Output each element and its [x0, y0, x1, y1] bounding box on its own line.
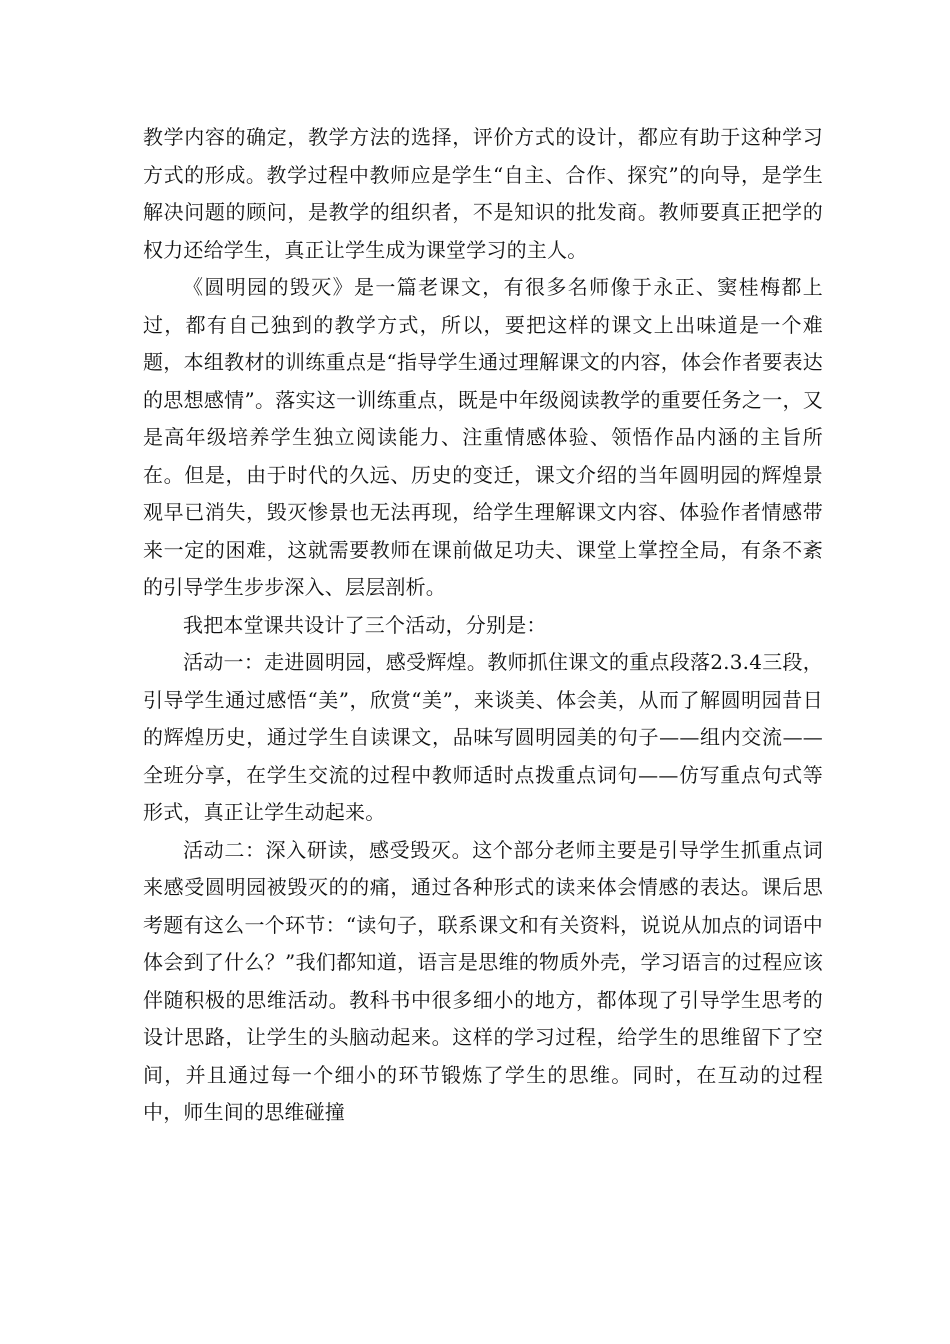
paragraph-5: 活动二：深入研读，感受毁灭。这个部分老师主要是引导学生抓重点词来感受圆明园被毁灭的的痛，通过各种形式的读来体会情感的表达。课后思考题有这么一个环节：“读句子，联系课文和有关资料，说说从加点的词语中体会到了什么？”我们都知道，语言是思维的物质外壳，学习语言的过程应该伴随积极的思维活动。教科书中很多细小的地方，都体现了引导学生思考的设计思路，让学生的头脑动起来。这样的学习过程，给学生的思维留下了空间，并且通过每一个细小的环节锻炼了学生的思维。同时，在互动的过程中，师生间的思维碰撞 [143, 837, 823, 1124]
paragraph-1: 教学内容的确定，教学方法的选择，评价方式的设计，都应有助于这种学习方式的形成。教学过程中教师应是学生“自主、合作、探究”的向导，是学生解决问题的顾问，是教学的组织者，不是知识的批发商。教师要真正把学的权力还给学生，真正让学生成为课堂学习的主人。 [143, 125, 823, 262]
paragraph-2: 《圆明园的毁灭》是一篇老课文，有很多名师像于永正、窦桂梅都上过，都有自己独到的教学方式，所以，要把这样的课文上出味道是一个难题，本组教材的训练重点是“指导学生通过理解课文的内容，体会作者要表达的思想感情”。落实这一训练重点，既是中年级阅读教学的重要任务之一，又是高年级培养学生独立阅读能力、注重情感体验、领悟作品内涵的主旨所在。但是，由于时代的久远、历史的变迁，课文介绍的当年圆明园的辉煌景观早已消失，毁灭惨景也无法再现，给学生理解课文内容、体验作者情感带来一定的困难，这就需要教师在课前做足功夫、课堂上掌控全局，有条不紊的引导学生步步深入、层层剖析。 [143, 275, 823, 599]
document-page [143, 119, 823, 1132]
paragraph-4: 活动一：走进圆明园，感受辉煌。教师抓住课文的重点段落2.3.4三段，引导学生通过感悟“美”，欣赏“美”，来谈美、体会美，从而了解圆明园昔日的辉煌历史，通过学生自读课文，品味写圆明园美的句子——组内交流——全班分享，在学生交流的过程中教师适时点拨重点词句——仿写重点句式等形式，真正让学生动起来。 [143, 650, 823, 824]
paragraph-3: 我把本堂课共设计了三个活动，分别是： [183, 612, 547, 637]
